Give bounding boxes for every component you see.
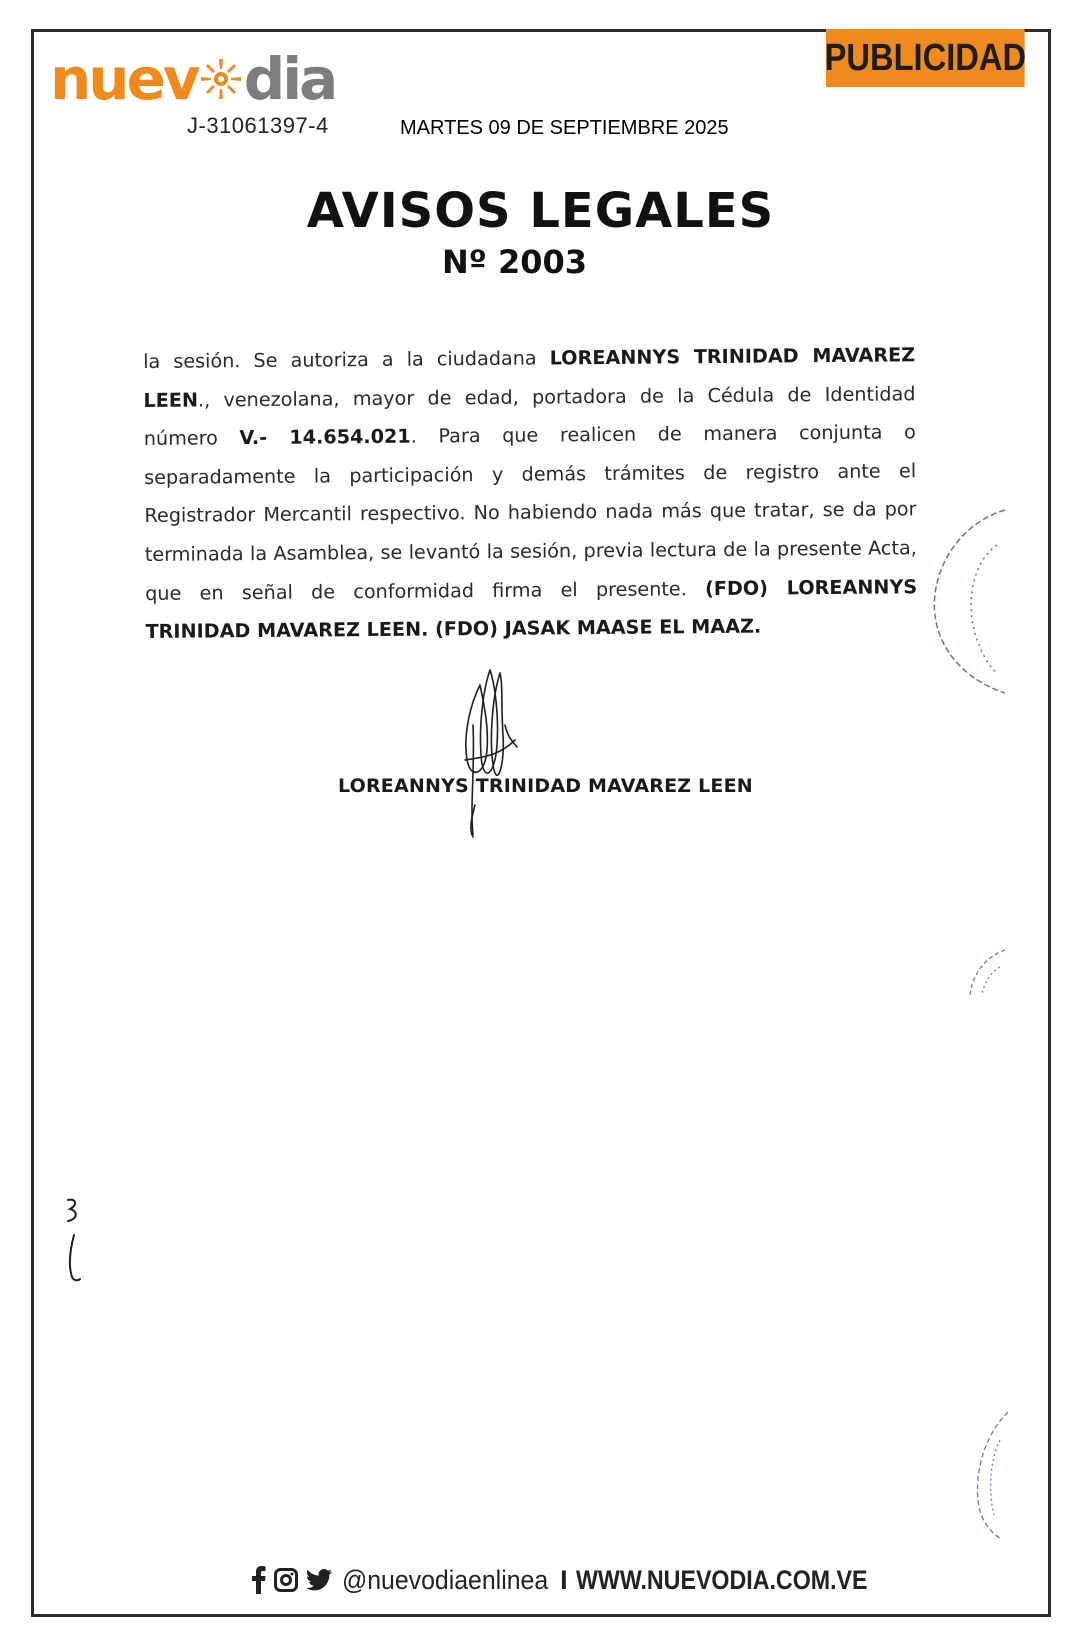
tax-id: J-31061397-4 <box>187 113 329 138</box>
body-text-3: . Para que realicen de manera conjunta o separadamente la participación y demás trámites de registro ante el Registrador Mercantil respectivo. No habiendo nada más que tratar, se da por terminada la Asamblea, se levantó la sesión, previa lectura de la presente Acta, que en señal de conformidad firma el presente. <box>144 420 917 605</box>
notice-number: Nº 2003 <box>442 243 588 281</box>
sun-logo-icon <box>199 57 243 101</box>
facebook-icon[interactable] <box>252 1566 266 1594</box>
edge-seal-stamp <box>970 1410 1010 1540</box>
section-tag: PUBLICIDAD <box>826 29 1025 87</box>
logo-text-dia: dia <box>243 45 336 113</box>
page-title: AVISOS LEGALES <box>306 183 775 239</box>
instagram-icon[interactable] <box>274 1568 298 1592</box>
body-signatures-bold: (FDO) LOREANNYS TRINIDAD MAVAREZ LEEN. (FDO) JASAK MAASE EL MAAZ. <box>145 574 918 644</box>
newspaper-logo <box>50 45 336 113</box>
footer-separator: I <box>560 1564 568 1595</box>
notice-body <box>143 336 918 651</box>
website-link[interactable]: WWW.NUEVODIA.COM.VE <box>575 1564 868 1595</box>
margin-initials-mark <box>60 1195 90 1285</box>
body-id-bold: V.- 14.654.021 <box>239 424 411 450</box>
body-text-2: ., venezolana, mayor de edad, portadora de la Cédula de Identidad número <box>143 381 916 451</box>
footer <box>252 1560 915 1600</box>
logo-text-nuev: nuev <box>50 45 198 113</box>
body-name-bold: LOREANNYS TRINIDAD MAVAREZ LEEN <box>143 343 916 412</box>
social-icons <box>252 1566 332 1594</box>
publication-date: MARTES 09 DE SEPTIEMBRE 2025 <box>400 117 729 139</box>
signer-name: LOREANNYS TRINIDAD MAVAREZ LEEN <box>338 775 753 797</box>
partial-seal-stamp <box>960 945 1005 1010</box>
social-handle[interactable]: @nuevodiaenlinea <box>342 1564 549 1595</box>
body-text-1: la sesión. Se autoriza a la ciudadana <box>143 346 550 373</box>
twitter-icon[interactable] <box>306 1569 332 1591</box>
handwritten-signature <box>445 665 535 840</box>
official-seal-stamp <box>925 505 1005 695</box>
